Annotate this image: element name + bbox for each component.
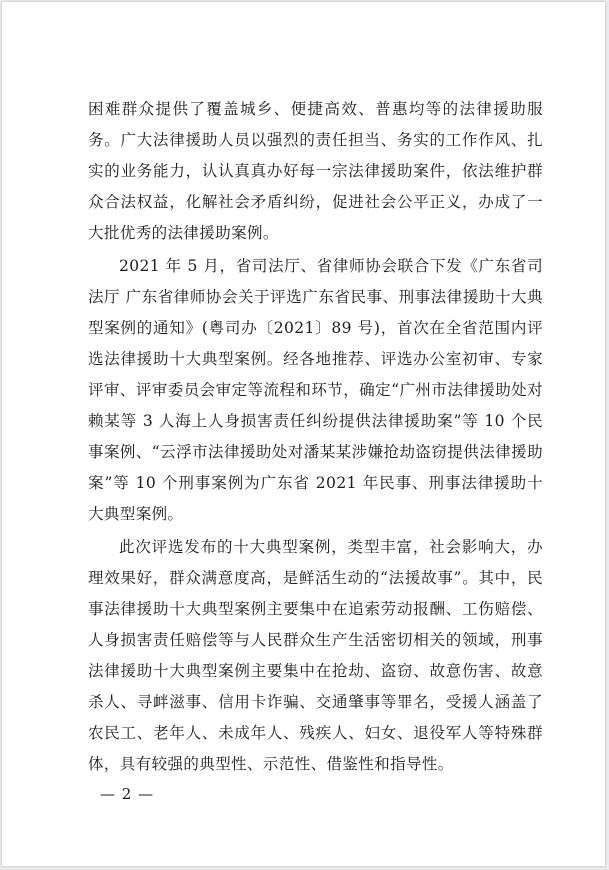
document-page	[2, 2, 605, 866]
page-number: — 2 —	[100, 785, 155, 803]
document-body	[88, 94, 543, 780]
paragraph-summary: 此次评选发布的十大典型案例，类型丰富，社会影响大，办理效果好，群众满意度高，是鲜活生动的“法援故事”。其中，民事法律援助十大典型案例主要集中在追索劳动报酬、工伤赔偿、人身损害责任赔偿等与人民群众生产生活密切相关的领域，刑事法律援助十大典型案例主要集中在抢劫、盗窃、故意伤害、故意杀人、寻衅滋事、信用卡诈骗、交通肇事等罪名，受援人涵盖了农民工、老年人、未成年人、残疾人、妇女、退役军人等特殊群体，具有较强的典型性、示范性、借鉴性和指导性。	[88, 538, 543, 773]
paragraph-continued: 困难群众提供了覆盖城乡、便捷高效、普惠均等的法律援助服务。广大法律援助人员以强烈的责任担当、务实的工作作风、扎实的业务能力，认认真真办好每一宗法律援助案件，依法维护群众合法权益，化解社会矛盾纠纷，促进社会公平正义，办成了一大批优秀的法律援助案例。	[88, 100, 543, 242]
paragraph-notice: 2021 年 5 月，省司法厅、省律师协会联合下发《广东省司法厅 广东省律师协会关于评选广东省民事、刑事法律援助十大典型案例的通知》(粤司办〔2021〕89 号)，首次在全省范围内评选法律援助十大典型案例。经各地推荐、评选办公室初审、专家评审、评审委员会审定等流程和环节，确定“广州市法律援助处对赖某等 3 人海上人身损害责任纠纷提供法律援助案”等 10 个民事案例、“云浮市法律援助处对潘某某涉嫌抢劫盗窃提供法律援助案”等 10 个刑事案例为广东省 2021 年民事、刑事法律援助十大典型案例。	[88, 257, 543, 523]
